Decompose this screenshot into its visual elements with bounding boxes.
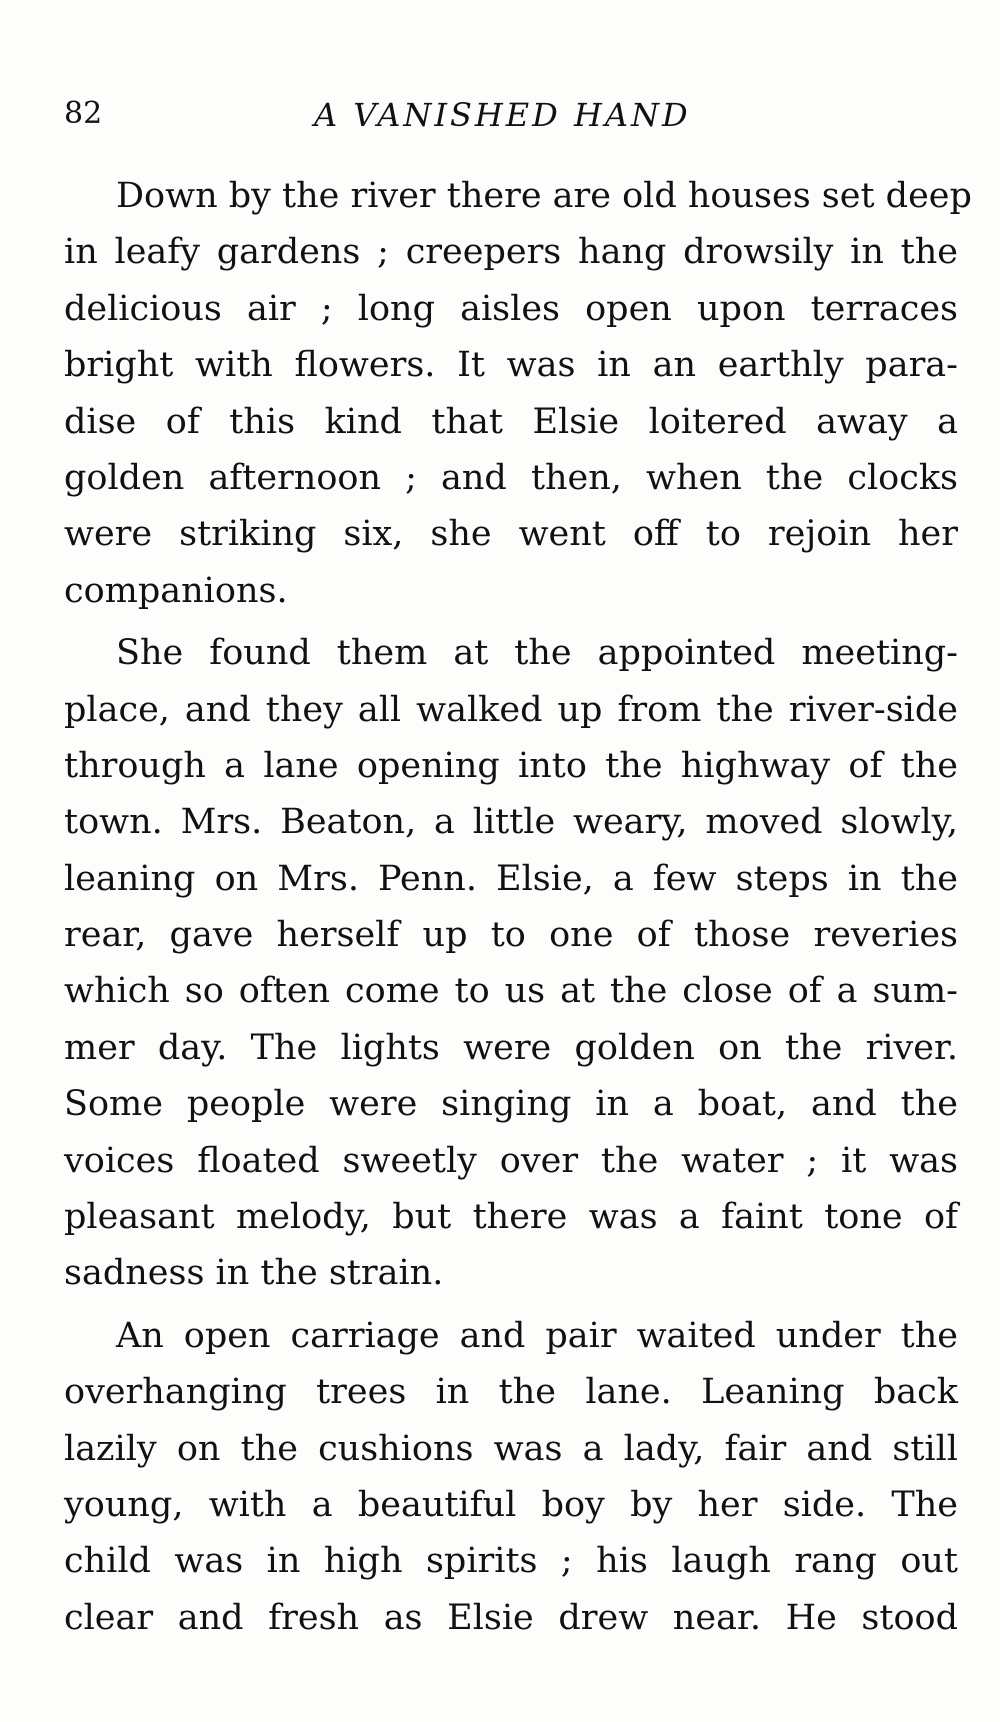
text-line: which so often come to us at the close of a sum-	[64, 971, 958, 1012]
text-line: Some people were singing in a boat, and the	[64, 1084, 958, 1125]
text-line: She found them at the appointed meeting-	[116, 633, 958, 674]
text-line: dise of this kind that Elsie loitered away a	[64, 401, 958, 442]
body-text	[64, 168, 972, 1652]
paragraph-3	[64, 1308, 958, 1646]
page-header	[64, 86, 958, 146]
text-line: child was in high spirits ; his laugh rang out	[64, 1541, 958, 1582]
text-line: lazily on the cushions was a lady, fair and still	[64, 1428, 958, 1469]
text-line: in leafy gardens ; creepers hang drowsily in the	[64, 232, 958, 273]
text-line: An open carriage and pair waited under the	[116, 1315, 958, 1356]
text-line: voices floated sweetly over the water ; it was	[64, 1140, 958, 1181]
text-line: town. Mrs. Beaton, a little weary, moved slowly,	[64, 802, 958, 843]
text-line: rear, gave herself up to one of those reveries	[64, 915, 958, 956]
text-line: clear and fresh as Elsie drew near. He stood	[64, 1597, 958, 1638]
text-line: Down by the river there are old houses set deep	[116, 176, 972, 216]
text-line: place, and they all walked up from the river-side	[64, 689, 958, 730]
page-number: 82	[64, 96, 103, 131]
text-line: pleasant melody, but there was a faint tone of	[64, 1197, 958, 1238]
text-line: delicious air ; long aisles open upon terraces	[64, 288, 958, 329]
text-line: overhanging trees in the lane. Leaning back	[64, 1372, 958, 1413]
text-line: companions.	[64, 570, 288, 611]
text-line: through a lane opening into the highway of the	[64, 745, 958, 786]
text-line: bright with flowers. It was in an earthly para-	[64, 345, 958, 386]
text-line: sadness in the strain.	[64, 1253, 444, 1294]
text-line: young, with a beautiful boy by her side. The	[64, 1484, 958, 1525]
text-line: mer day. The lights were golden on the river.	[64, 1027, 958, 1068]
running-title: A VANISHED HAND	[314, 96, 691, 134]
paragraph-2	[64, 625, 958, 1302]
text-line: were striking six, she went off to rejoin her	[64, 514, 958, 555]
paragraph-1	[64, 168, 972, 619]
text-line: golden afternoon ; and then, when the clocks	[64, 457, 958, 498]
text-line: leaning on Mrs. Penn. Elsie, a few steps in the	[64, 858, 958, 899]
